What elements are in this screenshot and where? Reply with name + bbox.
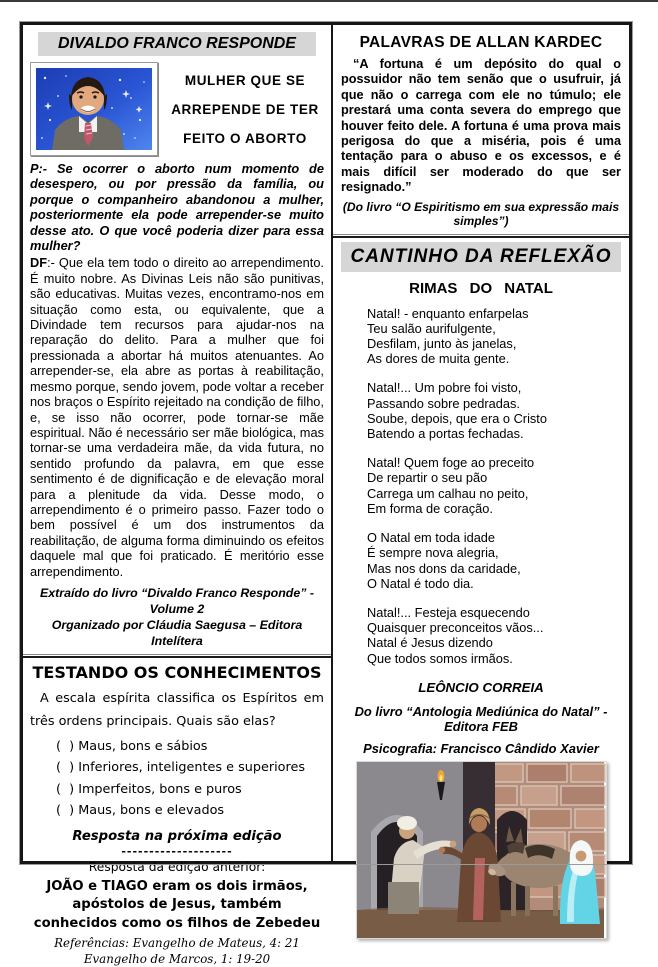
quiz-option-1: ( ) Maus, bons e sábios xyxy=(56,738,208,754)
poem-psychography: Psicografia: Francisco Cândido Xavier xyxy=(363,740,599,756)
quiz-option-4: ( ) Maus, bons e elevados xyxy=(56,803,225,819)
poem-stanza-1: Natal! - enquanto enfarpelas Teu salão aurifulgente, Desfilam, junto às janelas, As dores de muita gente. xyxy=(367,305,529,367)
page-top-rule xyxy=(0,0,658,2)
answer-prefix: DF xyxy=(30,255,48,271)
poem-book-source: Do livro “Antologia Mediúnica do Natal” - Editora FEB xyxy=(354,703,608,734)
quiz-next-edition-note: Resposta na próxima edição xyxy=(72,828,282,844)
nativity-photo xyxy=(356,761,607,939)
article-title: MULHER QUE SE ARREPENDE DE TER FEITO O ABORTO xyxy=(171,72,319,146)
kardec-source: (Do livro “O Espiritismo em sua expressão mais simples”) xyxy=(342,199,620,228)
left-column xyxy=(23,25,333,966)
quiz-option-2: ( ) Inferiores, inteligentes e superiores xyxy=(56,760,306,776)
newsletter-table xyxy=(20,22,632,966)
article-source: Extraído do livro “Divaldo Franco Responde” - Volume 2 Organizado por Cláudia Saegusa – Editora Intelítera xyxy=(39,585,314,648)
poem-title: RIMAS DO NATAL xyxy=(409,279,553,297)
poem-author: LEÔNCIO CORREIA xyxy=(418,679,544,695)
quiz-option-3: ( ) Imperfeitos, bons e puros xyxy=(56,781,242,797)
kardec-header: PALAVRAS DE ALLAN KARDEC xyxy=(359,34,603,51)
quiz-question: A escala espírita classifica os Espíritos em três ordens principais. Quais são elas? xyxy=(30,690,324,729)
previous-answer-label: Resposta da edição anterior: xyxy=(88,859,266,874)
answer-paragraph xyxy=(30,255,324,579)
answer-text: :- Que ela tem todo o direito ao arrependimento. É muito nobre. As Divinas Leis não são punitivas, são educativas. Muitas vezes, encontramo-nos em situação como esta, ou equivalente, que a Divindade tem recursos para ajudar-nos na reparação do delito. Para a mulher que foi pressionada a abortar há muitos atenuantes. Ao arrepender-se, ela abre as portas à reabilitação, mesmo porque, sendo jovem, pode voltar a receber nos braços o Espírito rejeitado na condição de filho, e, se isso não ocorrer, pode tornar-se mãe espiritual. Não é necessário ser mãe biológica, mas tornar-se uma verdadeira mãe, da vida futura, no sentido profundo da palavra, em que esse sentimento é de dignificação e de elevação moral para a plenitude da vida. Desse modo, o arrependimento é o primeiro passo. Fazer todo o bem possível é um dos instrumentos da reabilitação, de alguma forma diminuindo os efeitos daquele mal que foi praticado. É meritório esse arrependimento. xyxy=(30,255,324,579)
nativity-illustration xyxy=(357,762,604,938)
quiz-header: TESTANDO OS CONHECIMENTOS xyxy=(32,662,322,682)
poem-stanza-3: Natal! Quem foge ao preceito De repartir o seu pão Carrega um calhau no peito, Em forma de coração. xyxy=(367,455,535,516)
dash-separator: -------------------- xyxy=(121,844,233,858)
section-header-divaldo: DIVALDO FRANCO RESPONDE xyxy=(38,32,316,56)
poem-stanza-2: Natal!... Um pobre foi visto, Passando sobre pedradas. Soube, depois, que era o Cristo Batendo a portas fechadas. xyxy=(367,380,547,442)
divaldo-franco-photo xyxy=(30,62,158,156)
bible-references: Referências: Evangelho de Mateus, 4: 21 Evangelho de Marcos, 1: 19-20 xyxy=(54,936,300,966)
question-paragraph: P:- Se ocorrer o aborto num momento de desespero, ou por pressão da família, ou porque o companheiro abandonou a mulher, posteriormente ela pode arrepender-se muito desse ato. O que você poderia dizer para essa mulher? xyxy=(30,161,324,254)
previous-answer-text: JOÃO e TIAGO eram os dois irmãos, apóstolos de Jesus, também conhecidos como os filhos de Zebedeu xyxy=(33,878,321,931)
right-section-divider xyxy=(333,234,629,238)
section-header-reflexao: CANTINHO DA REFLEXÃO xyxy=(341,242,621,272)
kardec-quote: “A fortuna é um depósito do qual o possuidor não tem senão que o usufruir, já que não o carrega com ele no túmulo; ele prestará uma conta severa do emprego que houver feito dele. A fortuna é uma prova mais perigosa do que a miséria, pois é uma tentação para o abuso e os excessos, e é mais difícil ser moderado do que ser resignado.” xyxy=(341,57,621,195)
left-section-divider xyxy=(23,654,331,658)
right-column xyxy=(333,25,629,861)
article-header-row xyxy=(30,62,324,156)
portrait-illustration xyxy=(36,68,152,150)
poem-body xyxy=(367,306,621,666)
poem-stanza-4: O Natal em toda idade É sempre nova alegria, Mas nos dons da caridade, O Natal é todo dia. xyxy=(367,530,521,591)
poem-stanza-5: Natal!... Festeja esquecendo Quaisquer preconceitos vãos... Natal é Jesus dizendo Que todos somos irmãos. xyxy=(367,604,544,666)
